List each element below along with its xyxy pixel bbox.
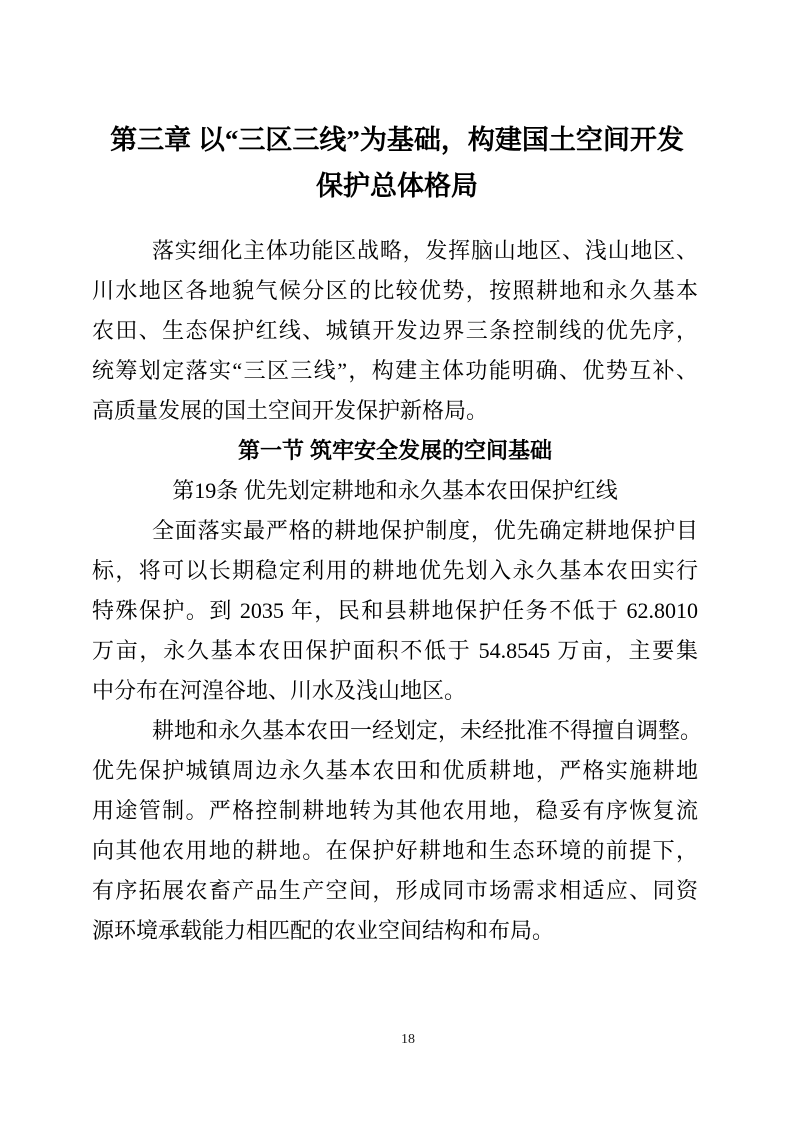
body-line: 向其他农用地的耕地。在保护好耕地和生态环境的前提下， xyxy=(92,838,698,863)
chapter-title-line1: 第三章 以“三区三线”为基础，构建国土空间开发 xyxy=(110,125,684,155)
body-line: 川水地区各地貌气候分区的比较优势，按照耕地和永久基本 xyxy=(92,278,698,303)
document-body xyxy=(92,231,703,951)
body-line: 万亩，永久基本农田保护面积不低于 54.8545 万亩，主要集 xyxy=(92,638,698,663)
body-line: 落实细化主体功能区战略，发挥脑山地区、浅山地区、 xyxy=(152,238,698,263)
body-line: 统筹划定落实“三区三线”，构建主体功能明确、优势互补、 xyxy=(92,358,698,383)
page-number: 18 xyxy=(401,1032,415,1047)
body-line: 有序拓展农畜产品生产空间，形成同市场需求相适应、同资 xyxy=(92,878,698,903)
section-title: 第一节 筑牢安全发展的空间基础 xyxy=(237,438,553,463)
body-line: 优先保护城镇周边永久基本农田和优质耕地，严格实施耕地 xyxy=(92,758,698,783)
body-line: 耕地和永久基本农田一经划定，未经批准不得擅自调整。 xyxy=(152,718,703,743)
body-line: 中分布在河湟谷地、川水及浅山地区。 xyxy=(92,678,467,703)
chapter-title-line2: 保护总体格局 xyxy=(316,171,478,201)
body-line: 用途管制。严格控制耕地转为其他农用地，稳妥有序恢复流 xyxy=(92,798,698,823)
body-line: 源环境承载能力相匹配的农业空间结构和布局。 xyxy=(92,918,555,943)
body-line: 农田、生态保护红线、城镇开发边界三条控制线的优先序， xyxy=(92,318,698,343)
paragraph-2 xyxy=(92,511,698,711)
paragraph-1 xyxy=(92,231,698,431)
body-line: 特殊保护。到 2035 年，民和县耕地保护任务不低于 62.8010 xyxy=(92,598,698,623)
chapter-title xyxy=(70,117,724,209)
body-line: 高质量发展的国土空间开发保护新格局。 xyxy=(92,398,489,423)
paragraph-3 xyxy=(92,711,703,951)
article-title: 第19条 优先划定耕地和永久基本农田保护红线 xyxy=(172,478,618,503)
body-line: 全面落实最严格的耕地保护制度，优先确定耕地保护目 xyxy=(152,518,698,543)
body-line: 标，将可以长期稳定利用的耕地优先划入永久基本农田实行 xyxy=(92,558,698,583)
